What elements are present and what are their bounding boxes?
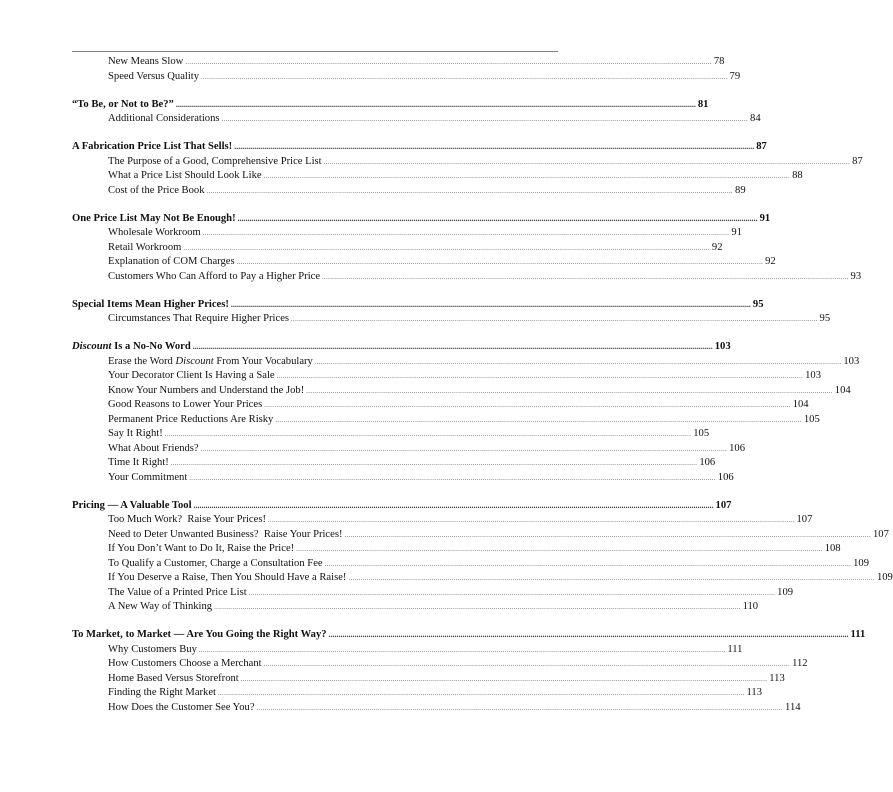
toc-entry-page: 114 xyxy=(785,701,801,713)
toc-entry-page: 87 xyxy=(852,155,863,167)
dot-leader: .................................................................................................................................................................................................................................................................... xyxy=(234,142,755,151)
toc-entry-title: Your Decorator Client Is Having a Sale xyxy=(108,370,275,381)
toc-entry[interactable] xyxy=(72,701,801,716)
toc-entry-page: 78 xyxy=(713,56,725,67)
dot-leader: .................................................................................................................................................................................................................................................................... xyxy=(276,373,804,380)
dot-leader: .................................................................................................................................................................................................................................................................... xyxy=(314,358,842,366)
toc-entry[interactable] xyxy=(72,398,809,413)
toc-entry-page: 111 xyxy=(727,643,743,655)
dot-leader: .................................................................................................................................................................................................................................................................... xyxy=(324,560,852,568)
toc-entry[interactable] xyxy=(72,255,776,270)
toc-entry-page: 107 xyxy=(796,514,813,525)
toc-entry-page: 110 xyxy=(742,601,759,612)
toc-entry-title: What About Friends? xyxy=(108,442,199,454)
toc-entry-page: 112 xyxy=(792,658,808,669)
toc-entry-title: Your Commitment xyxy=(108,471,188,483)
toc-entry-page: 105 xyxy=(693,428,710,439)
toc-chapter-page: 103 xyxy=(714,341,731,352)
toc-entry-page: 108 xyxy=(824,543,841,554)
toc-entry-title: Speed Versus Quality xyxy=(108,70,200,82)
table-of-contents xyxy=(72,55,893,715)
toc-entry[interactable] xyxy=(72,369,822,384)
dot-leader: .................................................................................................................................................................................................................................................................... xyxy=(202,230,730,237)
dot-leader: .................................................................................................................................................................................................................................................................... xyxy=(348,575,875,582)
toc-entry-title: How Does the Customer See You? xyxy=(108,701,255,713)
toc-entry-title-a: Erase the Word xyxy=(108,355,176,367)
toc-entry-page: 109 xyxy=(853,557,869,569)
toc-entry-title: Permanent Price Reductions Are Risky xyxy=(108,413,274,425)
toc-entry-page: 106 xyxy=(729,442,746,454)
dot-leader: .................................................................................................................................................................................................................................................................... xyxy=(192,342,713,351)
toc-entry-page: 89 xyxy=(735,184,746,196)
toc-entry-page: 105 xyxy=(803,413,820,425)
dot-leader: .................................................................................................................................................................................................................................................................... xyxy=(183,244,710,252)
toc-entry[interactable] xyxy=(72,55,725,70)
toc-entry-page: 92 xyxy=(765,256,776,267)
dot-leader: .................................................................................................................................................................................................................................................................... xyxy=(344,531,871,539)
toc-entry[interactable] xyxy=(72,657,808,672)
dot-leader: .................................................................................................................................................................................................................................................................... xyxy=(263,173,791,180)
toc-entry[interactable] xyxy=(72,456,716,471)
toc-entry-page: 103 xyxy=(843,355,860,367)
dot-leader: .................................................................................................................................................................................................................................................................... xyxy=(306,387,833,395)
toc-entry-page: 113 xyxy=(746,687,762,698)
toc-entry-page: 92 xyxy=(711,241,723,253)
dot-leader: .................................................................................................................................................................................................................................................................... xyxy=(185,59,712,66)
toc-entry-title: Too Much Work? Raise Your Prices! xyxy=(108,514,266,525)
dot-leader: .................................................................................................................................................................................................................................................................... xyxy=(291,316,818,323)
toc-entry-title: Cost of the Price Book xyxy=(108,184,205,196)
dot-leader: .................................................................................................................................................................................................................................................................... xyxy=(200,445,728,453)
toc-entry[interactable] xyxy=(72,155,863,170)
toc-entry-title: Customers Who Can Afford to Pay a Higher Price xyxy=(108,270,321,282)
toc-entry[interactable] xyxy=(72,241,723,256)
toc-entry-title: If You Deserve a Raise, Then You Should Have a Raise! xyxy=(108,572,347,583)
toc-chapter-title xyxy=(72,340,191,355)
toc-entry-title: Explanation of COM Charges xyxy=(108,256,235,267)
toc-entry-title: If You Don’t Want to Do It, Raise the Price! xyxy=(108,543,295,554)
toc-entry-title: The Value of a Printed Price List xyxy=(108,586,247,598)
toc-entry-page: 88 xyxy=(792,170,803,181)
toc-chapter-page: 87 xyxy=(756,141,767,152)
toc-entry-page: 109 xyxy=(777,586,794,598)
toc-entry[interactable] xyxy=(72,427,710,442)
toc-entry-title: Additional Considerations xyxy=(108,113,220,124)
toc-entry-title: Home Based Versus Storefront xyxy=(108,672,239,684)
toc-entry[interactable] xyxy=(72,686,762,701)
toc-entry[interactable] xyxy=(72,384,851,399)
toc-entry-title-b: From Your Vocabulary xyxy=(213,355,313,367)
toc-entry[interactable] xyxy=(72,542,841,557)
dot-leader: .................................................................................................................................................................................................................................................................... xyxy=(296,546,823,553)
toc-entry-page: 106 xyxy=(699,457,716,468)
dot-leader: .................................................................................................................................................................................................................................................................... xyxy=(240,675,768,683)
dot-leader: .................................................................................................................................................................................................................................................................... xyxy=(193,500,714,510)
toc-entry-page: 104 xyxy=(792,399,809,410)
toc-entry[interactable] xyxy=(72,355,860,370)
dot-leader: .................................................................................................................................................................................................................................................................... xyxy=(221,116,749,123)
toc-entry[interactable] xyxy=(72,169,803,184)
toc-entry[interactable] xyxy=(72,643,743,658)
dot-leader: .................................................................................................................................................................................................................................................................... xyxy=(201,73,728,81)
dot-leader: .................................................................................................................................................................................................................................................................... xyxy=(256,704,784,712)
toc-chapter[interactable] xyxy=(72,298,764,313)
toc-entry[interactable] xyxy=(72,184,746,199)
toc-entry-title xyxy=(108,355,313,370)
dot-leader: .................................................................................................................................................................................................................................................................... xyxy=(267,517,795,524)
toc-entry[interactable] xyxy=(72,70,741,85)
toc-entry-page: 104 xyxy=(834,384,851,396)
header-rule xyxy=(72,51,558,52)
dot-leader: .................................................................................................................................................................................................................................................................... xyxy=(264,402,791,409)
toc-chapter-title: A Fabrication Price List That Sells! xyxy=(72,141,233,152)
toc-chapter-title: One Price List May Not Be Enough! xyxy=(72,212,236,224)
toc-entry-title: Say It Right! xyxy=(108,428,163,439)
dot-leader: .................................................................................................................................................................................................................................................................... xyxy=(275,416,802,424)
dot-leader: .................................................................................................................................................................................................................................................................... xyxy=(230,299,751,309)
toc-entry[interactable] xyxy=(72,528,889,543)
toc-entry-title: Good Reasons to Lower Your Prices xyxy=(108,399,263,410)
toc-chapter-title-italic: Discount xyxy=(72,341,112,352)
dot-leader: .................................................................................................................................................................................................................................................................... xyxy=(322,273,849,281)
toc-entry-title: Retail Workroom xyxy=(108,241,182,253)
toc-chapter-page: 81 xyxy=(697,98,709,110)
toc-entry[interactable] xyxy=(72,571,893,586)
toc-chapter[interactable] xyxy=(72,628,866,643)
dot-leader: .................................................................................................................................................................................................................................................................... xyxy=(214,604,741,611)
dot-leader: .................................................................................................................................................................................................................................................................... xyxy=(198,646,726,654)
toc-entry[interactable] xyxy=(72,112,761,127)
dot-leader: .................................................................................................................................................................................................................................................................... xyxy=(170,460,698,467)
toc-entry-title: Time It Right! xyxy=(108,457,169,468)
dot-leader: .................................................................................................................................................................................................................................................................... xyxy=(164,431,692,438)
toc-entry[interactable] xyxy=(72,557,869,572)
toc-chapter-title: Special Items Mean Higher Prices! xyxy=(72,298,229,310)
toc-entry-title: Why Customers Buy xyxy=(108,643,197,655)
toc-entry-page: 84 xyxy=(750,113,761,124)
toc-entry-title: Know Your Numbers and Understand the Job! xyxy=(108,384,305,396)
toc-chapter[interactable] xyxy=(72,140,767,155)
toc-chapter[interactable] xyxy=(72,340,731,355)
dot-leader: .................................................................................................................................................................................................................................................................... xyxy=(175,99,696,109)
toc-chapter-page: 95 xyxy=(752,298,764,310)
toc-entry[interactable] xyxy=(72,312,831,327)
toc-entry-title: Circumstances That Require Higher Prices xyxy=(108,313,290,324)
toc-entry[interactable] xyxy=(72,513,813,528)
toc-entry[interactable] xyxy=(72,226,742,241)
toc-entry-title: To Qualify a Customer, Charge a Consultation Fee xyxy=(108,557,323,569)
toc-entry-title-italic: Discount xyxy=(175,355,214,367)
toc-entry-page: 106 xyxy=(717,471,734,483)
toc-chapter-page: 107 xyxy=(715,499,732,511)
dot-leader: .................................................................................................................................................................................................................................................................... xyxy=(237,213,758,223)
toc-entry[interactable] xyxy=(72,600,759,615)
toc-entry[interactable] xyxy=(72,413,820,428)
toc-entry[interactable] xyxy=(72,270,862,285)
dot-leader: .................................................................................................................................................................................................................................................................... xyxy=(328,630,849,639)
toc-entry-page: 109 xyxy=(876,572,893,583)
dot-leader: .................................................................................................................................................................................................................................................................... xyxy=(263,661,791,668)
toc-entry[interactable] xyxy=(72,672,785,687)
toc-entry-title: The Purpose of a Good, Comprehensive Price List xyxy=(108,155,322,167)
toc-chapter-title: Pricing — A Valuable Tool xyxy=(72,499,192,511)
toc-entry[interactable] xyxy=(72,442,746,457)
toc-entry-page: 103 xyxy=(805,370,822,381)
toc-entry-page: 107 xyxy=(873,528,889,540)
toc-entry[interactable] xyxy=(72,586,794,601)
toc-chapter-title: To Market, to Market — Are You Going the Right Way? xyxy=(72,629,327,640)
toc-chapter-page: 111 xyxy=(850,629,866,640)
toc-entry[interactable] xyxy=(72,471,734,486)
toc-chapter-title: “To Be, or Not to Be?” xyxy=(72,98,174,110)
toc-chapter-page: 91 xyxy=(759,212,771,224)
toc-entry-page: 113 xyxy=(769,672,785,684)
dot-leader: .................................................................................................................................................................................................................................................................... xyxy=(218,690,745,697)
toc-chapter[interactable] xyxy=(72,98,709,113)
toc-entry-page: 95 xyxy=(819,313,831,324)
toc-chapter-title-rest: Is a No-No Word xyxy=(111,341,191,352)
toc-entry-page: 79 xyxy=(729,70,741,82)
dot-leader: .................................................................................................................................................................................................................................................................... xyxy=(248,589,776,597)
dot-leader: .................................................................................................................................................................................................................................................................... xyxy=(206,187,734,195)
toc-entry-title: What a Price List Should Look Like xyxy=(108,170,262,181)
toc-entry-title: New Means Slow xyxy=(108,56,184,67)
toc-entry-title: A New Way of Thinking xyxy=(108,601,213,612)
toc-entry-title: How Customers Choose a Merchant xyxy=(108,658,262,669)
toc-entry-title: Need to Deter Unwanted Business? Raise Your Prices! xyxy=(108,528,343,540)
dot-leader: .................................................................................................................................................................................................................................................................... xyxy=(236,259,764,266)
dot-leader: .................................................................................................................................................................................................................................................................... xyxy=(323,158,851,166)
toc-chapter[interactable] xyxy=(72,212,771,227)
toc-entry-page: 93 xyxy=(850,270,862,282)
toc-entry-page: 91 xyxy=(731,227,742,238)
toc-entry-title: Wholesale Workroom xyxy=(108,227,201,238)
toc-chapter[interactable] xyxy=(72,499,732,514)
dot-leader: .................................................................................................................................................................................................................................................................... xyxy=(189,474,716,482)
toc-entry-title: Finding the Right Market xyxy=(108,687,216,698)
